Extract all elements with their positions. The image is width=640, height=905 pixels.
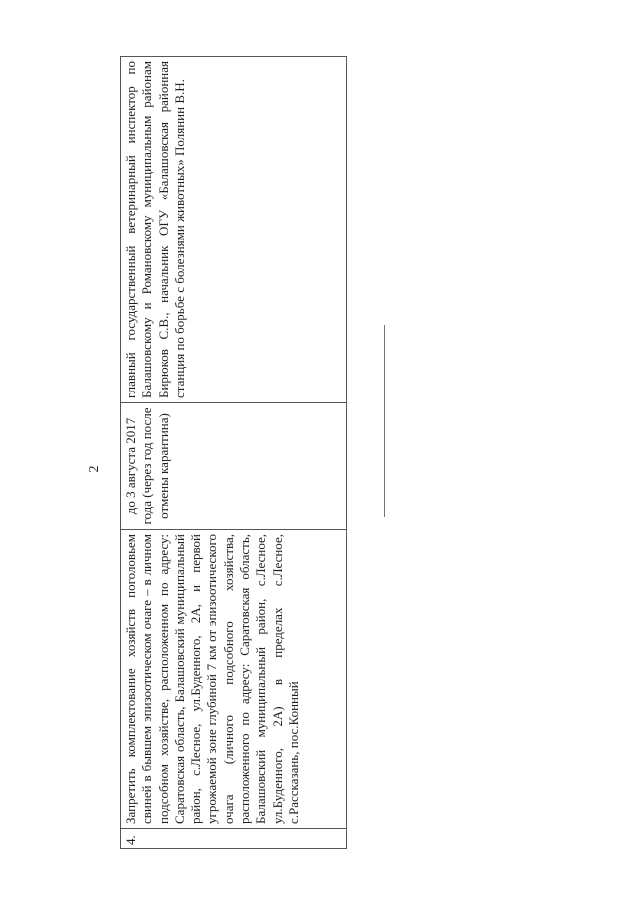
measure-text: Запретить комплектование хозяйств поголовьем свиней в бывшем эпизоотическом очаге – в личном подсобном хозяйстве, расположенном по адресу: Саратовская область, Балашовский муниципальный район, с.Лесное, ул.Буденного, 2А, и первой угрожаемой зоне глубиной 7 км от эпизоотического очага (личного подсобного хозяйства, расположенного по адресу: Саратовская область, Балашовский муниципальный район, с.Лесное, ул.Буденного, 2А) в пределах с.Лесное, с.Рассказань, пос.Конный: [121, 530, 347, 829]
page-number: 2: [87, 465, 102, 473]
rotated-page-content: [84, 56, 347, 849]
table-row: [121, 57, 347, 849]
row-number: 4.: [121, 829, 347, 849]
responsible-text: главный государственный ветеринарный инспектор по Балашовскому и Романовскому муниципальным районам Бирюков С.В., начальник ОГУ «Балашовская районная станция по борьбе с болезнями животных» Полянин В.Н.: [121, 57, 347, 403]
signature-line: [384, 325, 385, 517]
measures-table: [120, 56, 347, 849]
deadline-text: до 3 августа 2017 года (через год после отмены карантина): [121, 403, 347, 530]
